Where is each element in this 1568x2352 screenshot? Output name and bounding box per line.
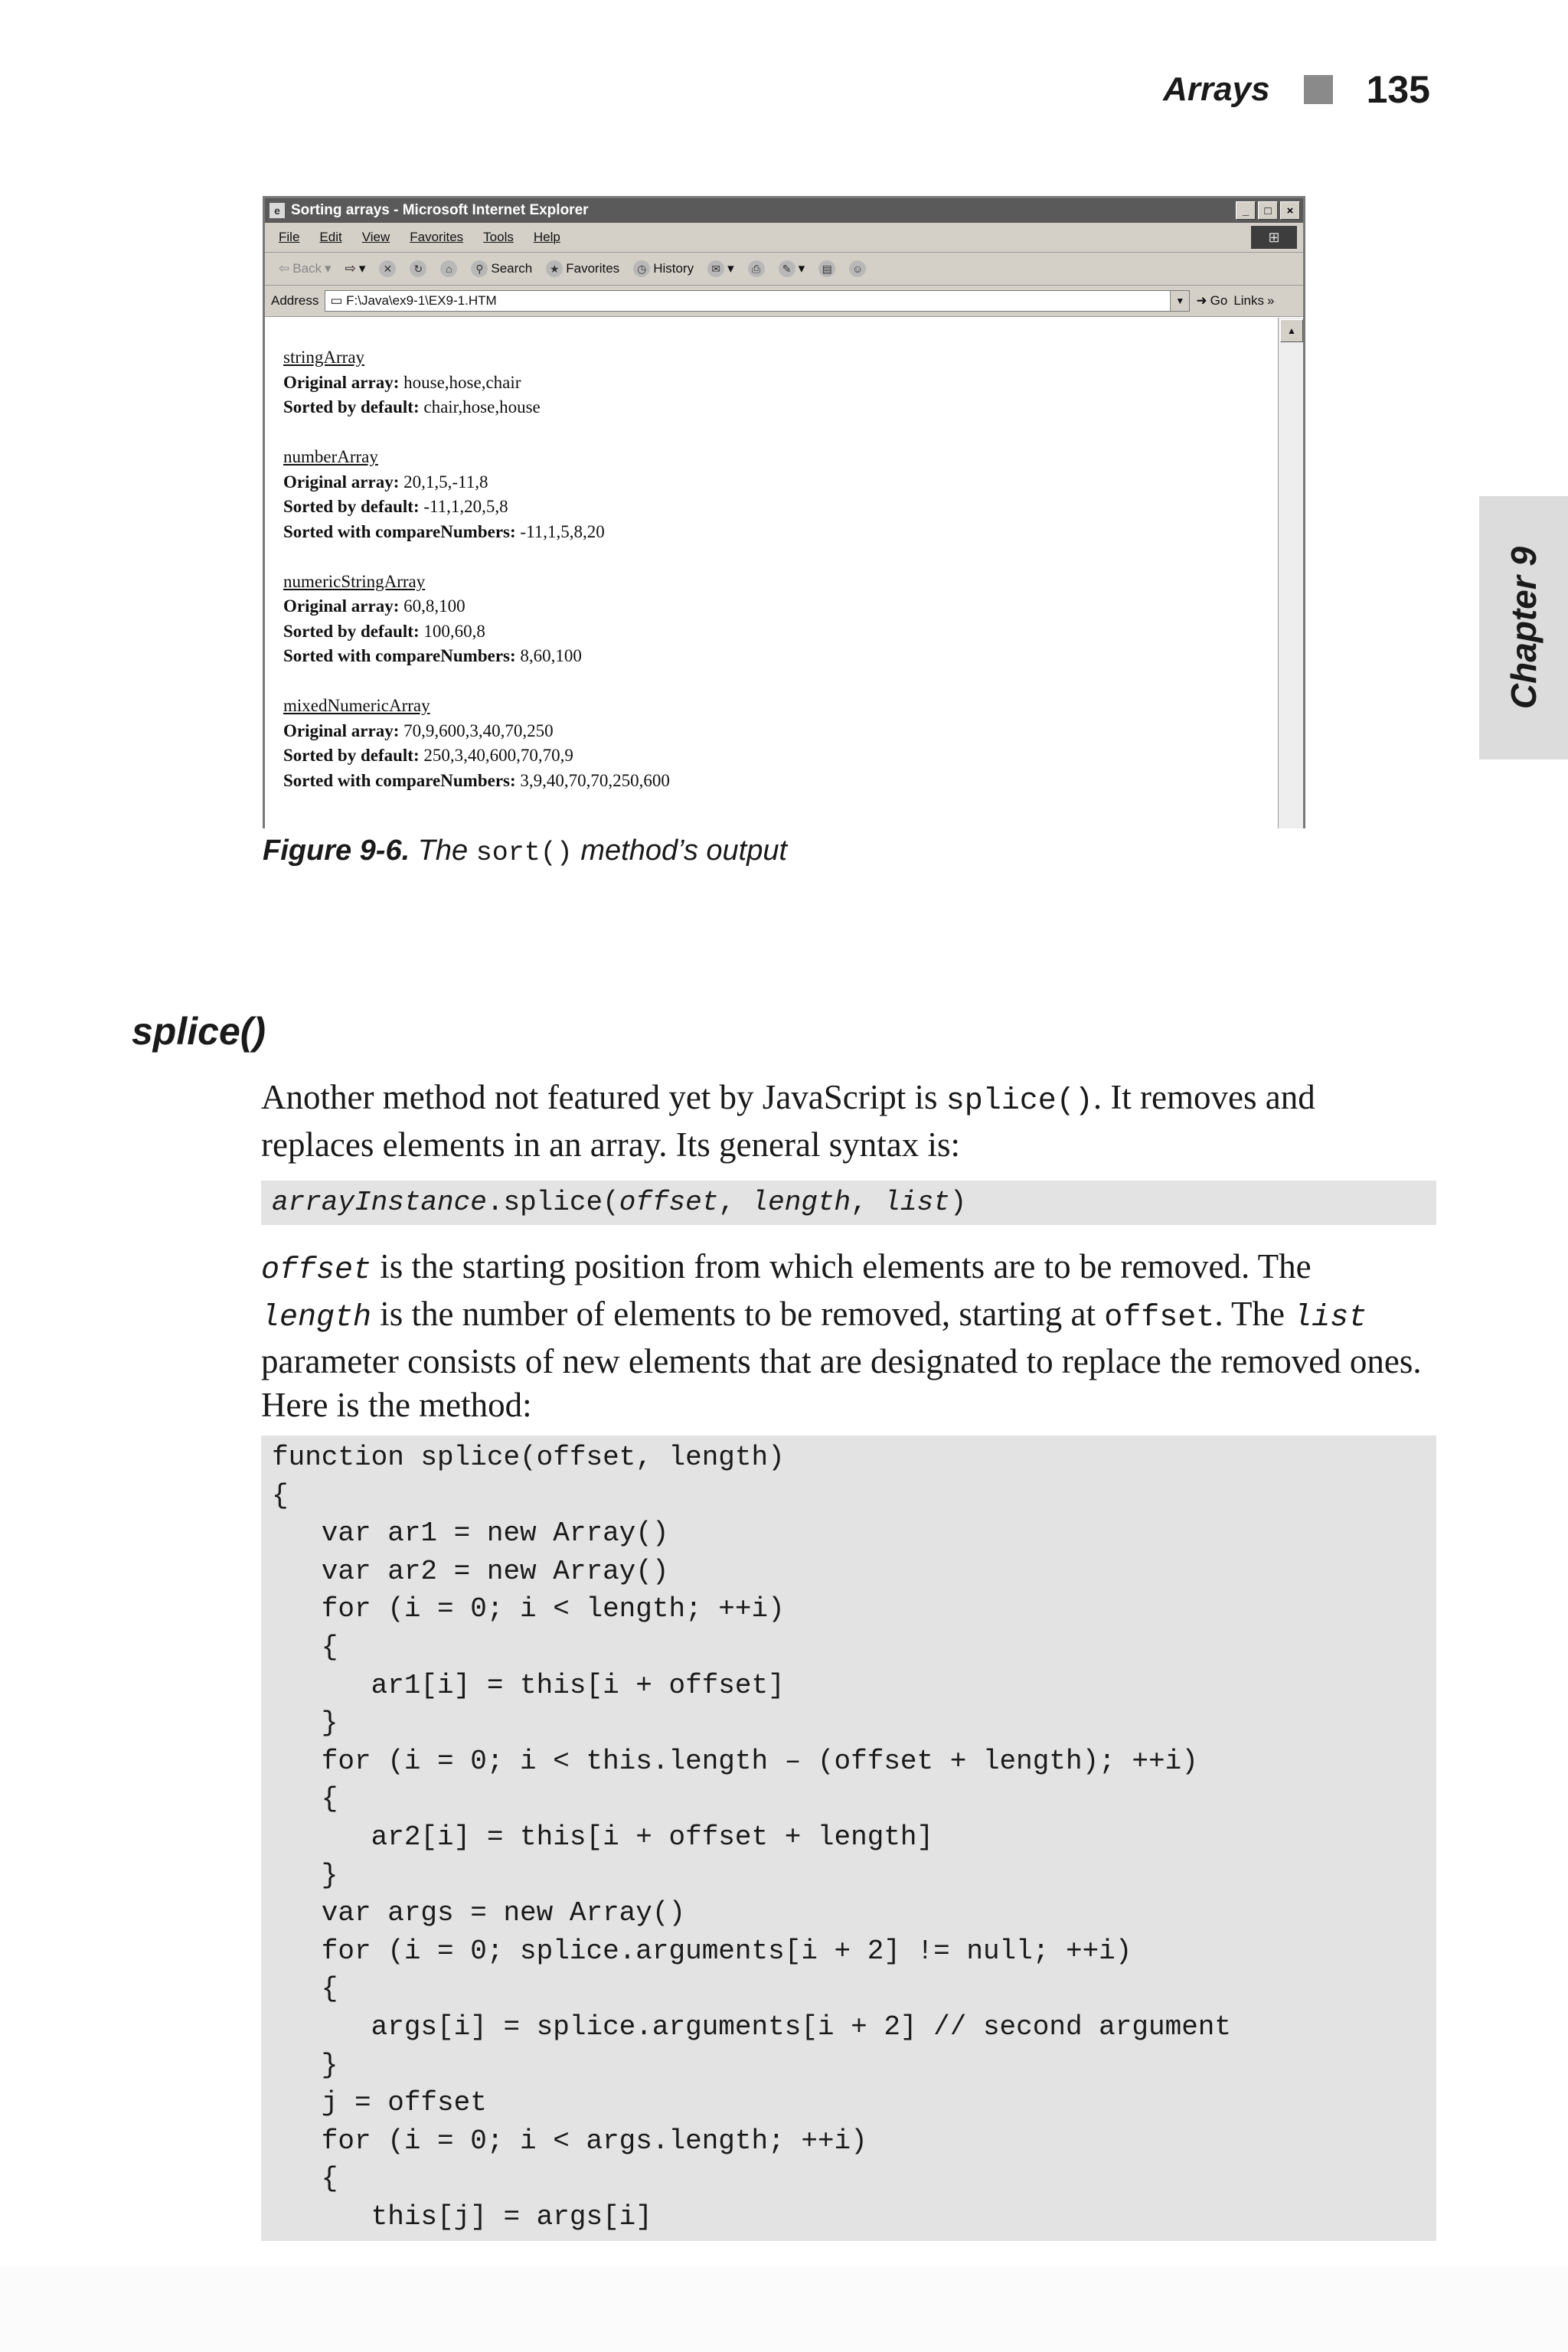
output-line xyxy=(283,719,1279,744)
edit-page-button[interactable]: ✎ ▾ xyxy=(779,260,805,277)
line-value: chair,hose,house xyxy=(419,397,541,416)
caption-text: method’s output xyxy=(572,835,788,867)
section-name: numberArray xyxy=(283,447,378,466)
search-icon: ⚲ xyxy=(471,260,488,277)
inline-code: splice() xyxy=(946,1084,1093,1119)
messenger-button[interactable] xyxy=(849,260,866,277)
back-label: Back xyxy=(292,261,322,276)
header-square-ornament xyxy=(1304,75,1333,104)
address-bar xyxy=(265,286,1303,317)
close-icon[interactable]: × xyxy=(1280,201,1300,220)
chapter-thumb-tab xyxy=(1479,496,1568,760)
vertical-scrollbar[interactable] xyxy=(1278,318,1303,828)
output-line xyxy=(283,594,1279,619)
output-line xyxy=(283,470,1279,495)
menu-help[interactable]: Help xyxy=(533,230,560,244)
print-icon: ⎙ xyxy=(748,260,765,277)
line-value: 70,9,600,3,40,70,250 xyxy=(399,720,554,740)
menu-favorites[interactable]: Favorites xyxy=(410,230,464,244)
syntax-object: arrayInstance xyxy=(272,1187,487,1218)
mail-button[interactable]: ✉ ▾ xyxy=(707,260,734,277)
discuss-button[interactable] xyxy=(818,260,835,277)
output-line xyxy=(283,644,1279,669)
text-run: is the starting position from which elements are to be removed. The xyxy=(371,1247,1312,1285)
links-label: Links xyxy=(1233,293,1264,308)
output-section-stringArray xyxy=(283,345,1279,420)
menu-edit[interactable]: Edit xyxy=(319,230,342,244)
menu-file[interactable]: File xyxy=(279,230,300,244)
menu-view[interactable]: View xyxy=(361,230,390,244)
discuss-icon: ▤ xyxy=(818,260,835,277)
search-label: Search xyxy=(491,261,533,276)
window-controls xyxy=(1236,201,1303,220)
scroll-up-arrow-icon[interactable]: ▲ xyxy=(1280,319,1303,342)
line-value: -11,1,20,5,8 xyxy=(419,497,508,516)
syntax-param: list xyxy=(884,1187,950,1218)
go-arrow-icon: ➜ xyxy=(1196,293,1207,308)
line-label: Sorted by default: xyxy=(283,397,420,416)
paragraph-intro xyxy=(261,1076,1425,1167)
line-label: Sorted with compareNumbers: xyxy=(283,646,516,665)
stop-icon: ✕ xyxy=(379,260,396,277)
address-label: Address xyxy=(271,293,319,308)
output-line xyxy=(283,743,1279,769)
inline-code: length xyxy=(261,1301,372,1335)
links-button[interactable]: Links » xyxy=(1233,293,1275,308)
text-run: . The xyxy=(1214,1295,1294,1333)
line-value: -11,1,5,8,20 xyxy=(515,521,605,541)
page-icon: ▭ xyxy=(330,293,347,308)
maximize-icon[interactable]: □ xyxy=(1258,201,1278,220)
line-value: 250,3,40,600,70,70,9 xyxy=(419,746,573,765)
history-label: History xyxy=(653,261,694,276)
print-button[interactable] xyxy=(748,260,765,277)
inline-code: list xyxy=(1293,1301,1367,1335)
minimize-icon[interactable]: _ xyxy=(1236,201,1256,220)
page-bottom-margin xyxy=(0,2266,1568,2352)
line-value: 60,8,100 xyxy=(399,596,466,616)
go-button[interactable] xyxy=(1196,293,1227,309)
ie-logo-icon: e xyxy=(270,203,285,218)
caption-text: The xyxy=(410,835,476,867)
paragraph-parameters xyxy=(261,1245,1425,1427)
syntax-param: offset xyxy=(619,1187,719,1218)
line-label: Original array: xyxy=(283,720,400,740)
line-label: Sorted with compareNumbers: xyxy=(283,770,516,790)
code-listing: function splice(offset, length) { var ar1 = new Array() var ar2 = new Array() for (i = 0; i < length; ++i) { ar1[i] = this[i + offset] } for (i = 0; i < this.length – (offset + length); ++i) { ar2[i] = this[i + offset + length] } var args = new Array() for (i = 0; splice.arguments[i + 2] != null; ++i) { args[i] = splice.arguments[i + 2] // second argument } j = offset for (i = 0; i < args.length; ++i) { this[j] = args[i] xyxy=(261,1436,1436,2241)
edit-icon: ✎ xyxy=(779,260,795,277)
output-line xyxy=(283,619,1279,645)
text-run: parameter consists of new elements that are designated to replace the removed ones. Here is the method: xyxy=(261,1342,1422,1424)
home-button[interactable] xyxy=(440,260,457,277)
line-label: Original array: xyxy=(283,472,400,492)
syntax-block xyxy=(261,1181,1436,1225)
favorites-label: Favorites xyxy=(566,261,620,276)
chapter-thumb-label: Chapter 9 xyxy=(1504,546,1544,710)
text-run: Another method not featured yet by JavaScript is xyxy=(261,1078,946,1116)
history-icon: ◷ xyxy=(633,260,650,277)
text-run: is the number of elements to be removed, starting at xyxy=(371,1295,1105,1333)
browser-toolbar xyxy=(265,253,1303,286)
page-number: 135 xyxy=(1366,68,1430,111)
running-header-title: Arrays xyxy=(1163,70,1270,108)
menu-tools[interactable]: Tools xyxy=(483,230,514,244)
go-label: Go xyxy=(1210,293,1228,308)
browser-screenshot xyxy=(263,196,1305,828)
output-line xyxy=(283,495,1279,520)
output-section-mixedNumericArray xyxy=(283,694,1279,793)
browser-title-bar xyxy=(265,198,1303,223)
inline-code: offset xyxy=(1104,1301,1215,1335)
line-value: 100,60,8 xyxy=(419,621,485,641)
address-value: F:\Java\ex9-1\EX9-1.HTM xyxy=(346,293,497,308)
line-value: house,hose,chair xyxy=(399,372,521,392)
section-heading: splice() xyxy=(132,1010,266,1053)
section-name: mixedNumericArray xyxy=(283,696,430,715)
back-arrow-icon: ⇦ xyxy=(279,261,290,276)
home-icon: ⌂ xyxy=(440,260,457,277)
forward-arrow-icon: ⇨ xyxy=(345,261,356,276)
running-header xyxy=(1163,67,1430,112)
figure-caption xyxy=(263,835,787,868)
output-section-numberArray xyxy=(283,445,1279,544)
refresh-button[interactable] xyxy=(410,260,426,277)
figure-label: Figure 9-6. xyxy=(263,835,410,867)
line-value: 20,1,5,-11,8 xyxy=(399,472,488,492)
address-dropdown-icon[interactable]: ▼ xyxy=(1170,291,1189,311)
line-label: Sorted with compareNumbers: xyxy=(283,521,516,541)
output-section-numericStringArray xyxy=(283,570,1279,669)
favorites-button[interactable] xyxy=(546,260,619,277)
section-name: numericStringArray xyxy=(283,571,426,591)
output-line xyxy=(283,395,1279,420)
messenger-icon: ☺ xyxy=(849,260,866,277)
line-label: Sorted by default: xyxy=(283,497,420,516)
section-name: stringArray xyxy=(283,348,365,367)
line-value: 8,60,100 xyxy=(515,646,582,665)
output-line xyxy=(283,520,1279,545)
inline-code: offset xyxy=(261,1253,372,1288)
browser-window-title: Sorting arrays - Microsoft Internet Explorer xyxy=(291,202,589,218)
syntax-separator: , xyxy=(851,1187,884,1218)
output-line xyxy=(283,371,1279,396)
line-label: Sorted by default: xyxy=(283,746,420,765)
output-line xyxy=(283,769,1279,794)
mail-icon: ✉ xyxy=(707,260,724,277)
back-button[interactable]: ⇦ Back ▾ xyxy=(279,261,332,276)
browser-page-content xyxy=(265,318,1279,828)
caption-code: sort() xyxy=(475,838,573,868)
syntax-close: ) xyxy=(949,1187,967,1218)
syntax-param: length xyxy=(751,1187,851,1218)
browser-menu-bar xyxy=(265,223,1303,253)
line-label: Original array: xyxy=(283,596,400,616)
refresh-icon: ↻ xyxy=(410,260,426,277)
favorites-folder-icon: ★ xyxy=(546,260,563,277)
syntax-method: .splice( xyxy=(486,1187,619,1218)
search-button[interactable] xyxy=(471,260,532,277)
stop-button[interactable] xyxy=(379,260,396,277)
forward-button[interactable]: ⇨ ▾ xyxy=(345,261,366,276)
address-field[interactable] xyxy=(325,290,1190,312)
line-value: 3,9,40,70,70,250,600 xyxy=(515,770,670,790)
text-run: . It removes and replaces elements in an array. Its general syntax is: xyxy=(261,1078,1315,1164)
line-label: Sorted by default: xyxy=(283,621,420,641)
line-label: Original array: xyxy=(283,372,400,392)
syntax-separator: , xyxy=(718,1187,752,1218)
history-button[interactable] xyxy=(633,260,694,277)
windows-flag-icon: ⊞ xyxy=(1251,226,1297,249)
